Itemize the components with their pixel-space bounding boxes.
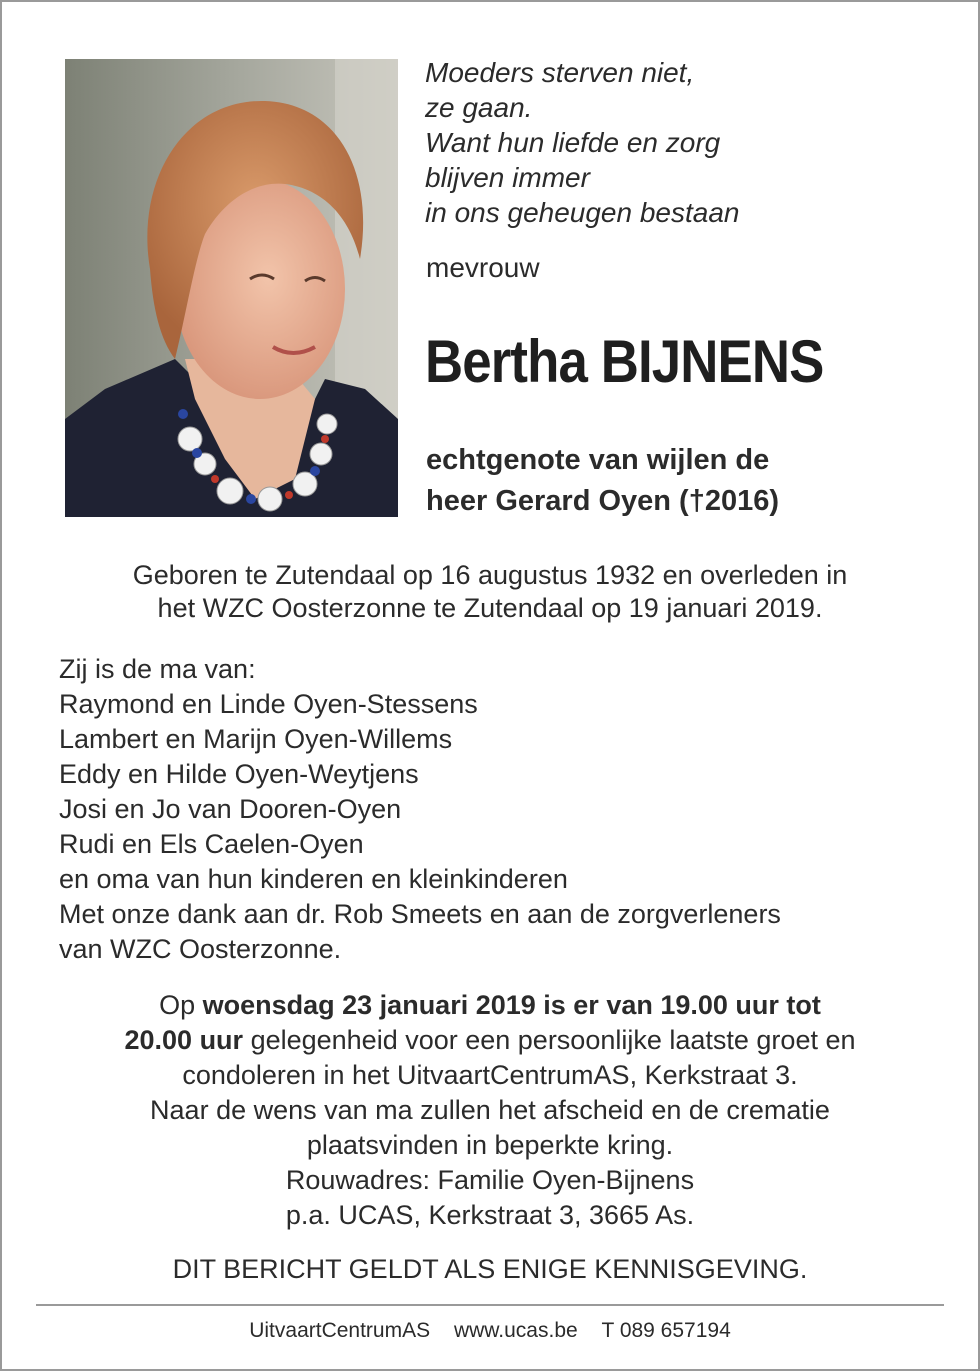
birth-death-line: Geboren te Zutendaal op 16 augustus 1932 en overleden in [132, 560, 848, 590]
poem-line: ze gaan. [425, 92, 533, 123]
service-date: woensdag 23 januari 2019 is er van 19.00 uur tot [202, 990, 821, 1020]
memorial-poem [425, 55, 740, 230]
footer-divider [36, 1304, 944, 1306]
service-line-2 [20, 1023, 960, 1058]
poem-line: Want hun liefde en zorg [425, 127, 721, 158]
family-child: Rudi en Els Caelen-Oyen [59, 829, 364, 859]
thanks-line: Met onze dank aan dr. Rob Smeets en aan de zorgverleners [59, 899, 781, 929]
family-intro: Zij is de ma van: [59, 654, 256, 684]
portrait-photo [65, 59, 398, 517]
spouse-info [426, 440, 779, 522]
footer-website-link[interactable]: www.ucas.be [453, 1319, 578, 1342]
service-line-4: Naar de wens van ma zullen het afscheid en de crematie [150, 1095, 830, 1125]
service-line-1 [20, 988, 960, 1023]
footer-company: UitvaartCentrumAS [249, 1319, 431, 1342]
service-text: gelegenheid voor een persoonlijke laatste groet en [243, 1025, 856, 1055]
family-child: Raymond en Linde Oyen-Stessens [59, 689, 478, 719]
birth-death-info [40, 559, 940, 625]
grandchildren-line: en oma van hun kinderen en kleinkinderen [59, 864, 568, 894]
footer-phone: T 089 657194 [601, 1319, 731, 1342]
service-line-3: condoleren in het UitvaartCentrumAS, Kerkstraat 3. [182, 1060, 798, 1090]
poem-line: Moeders sterven niet, [425, 57, 695, 88]
portrait-illustration [65, 59, 398, 517]
footer [20, 1319, 960, 1343]
deceased-name: Bertha BIJNENS [425, 328, 824, 395]
family-child: Josi en Jo van Dooren-Oyen [59, 794, 402, 824]
poem-line: blijven immer [425, 162, 590, 193]
spouse-line: echtgenote van wijlen de [426, 444, 770, 476]
family-child: Lambert en Marijn Oyen-Willems [59, 724, 453, 754]
service-end-time: 20.00 uur [124, 1025, 244, 1055]
service-prefix: Op [159, 990, 203, 1020]
notice-text: DIT BERICHT GELDT ALS ENIGE KENNISGEVING. [172, 1254, 808, 1284]
salutation: mevrouw [426, 252, 540, 283]
birth-death-line: het WZC Oosterzonne te Zutendaal op 19 januari 2019. [157, 593, 823, 623]
mourning-address-detail: p.a. UCAS, Kerkstraat 3, 3665 As. [285, 1200, 695, 1230]
poem-line: in ons geheugen bestaan [425, 197, 740, 228]
family-list [59, 652, 781, 967]
spouse-line: heer Gerard Oyen (†2016) [426, 485, 780, 517]
service-info [20, 988, 960, 1233]
family-child: Eddy en Hilde Oyen-Weytjens [59, 759, 419, 789]
mourning-address: Rouwadres: Familie Oyen-Bijnens [285, 1165, 695, 1195]
service-line-5: plaatsvinden in beperkte kring. [306, 1130, 674, 1160]
thanks-line: van WZC Oosterzonne. [59, 934, 342, 964]
